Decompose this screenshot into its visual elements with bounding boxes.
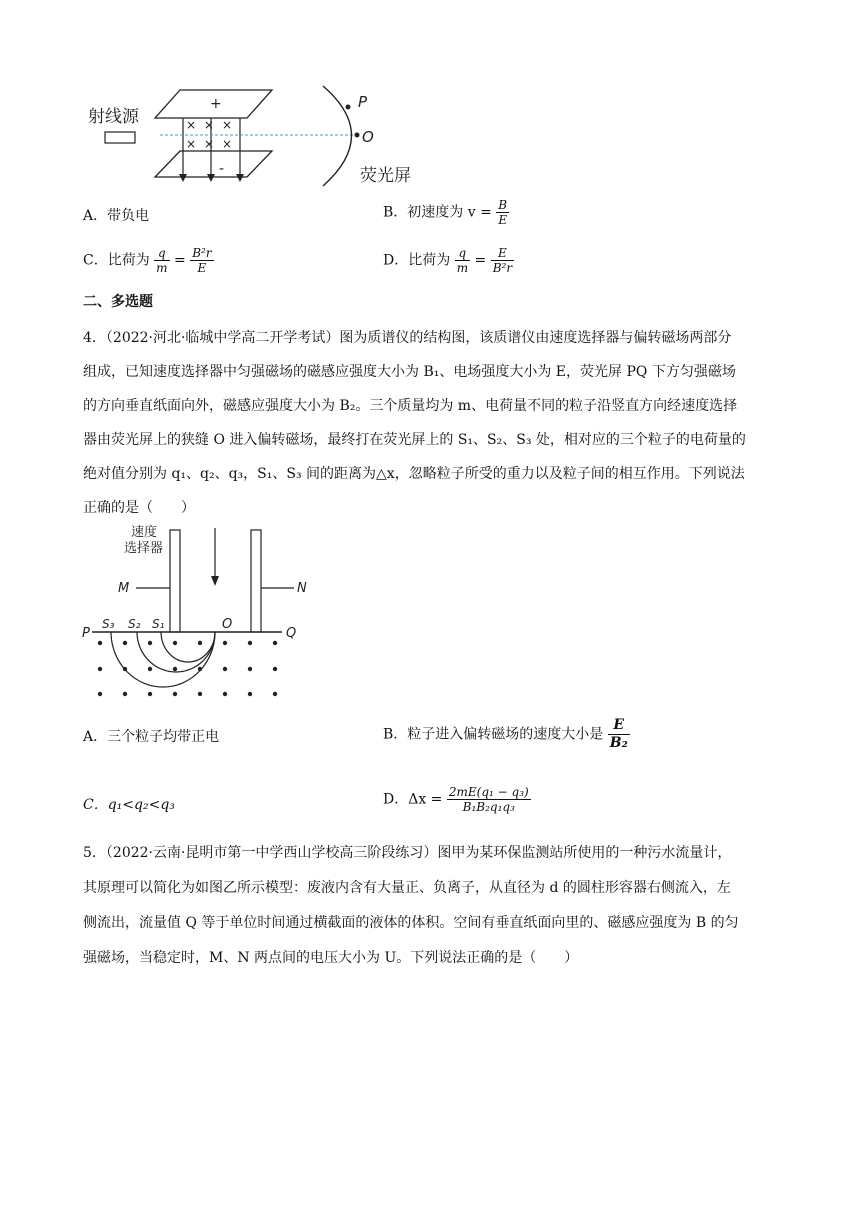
- q4-line: 器由荧光屏上的狭缝 O 进入偏转磁场，最终打在荧光屏上的 S₁、S₂、S₃ 处，相对应的三个粒子的电荷量的: [83, 432, 746, 448]
- q3-option-d-fraction: [491, 246, 514, 275]
- selector-left-plate: [170, 530, 180, 632]
- s2-label: S₂: [128, 617, 141, 631]
- fraction-denominator: m: [456, 261, 469, 275]
- o-label: O: [222, 617, 233, 632]
- q4-stem: [83, 321, 783, 525]
- fraction-numerator: E: [608, 717, 630, 735]
- point-o: [355, 133, 360, 138]
- svg-text:×: ×: [186, 118, 197, 132]
- q-label: Q: [286, 626, 297, 641]
- q3-option-d: [383, 246, 514, 275]
- q3-option-d-qm: [455, 246, 470, 275]
- svg-text:×: ×: [204, 118, 215, 132]
- fraction-numerator: q: [455, 246, 470, 261]
- equals-sign: =: [474, 252, 487, 269]
- q3-option-b-prefix: B．初速度为 v =: [383, 204, 492, 221]
- screen-label: 荧光屏: [360, 166, 411, 186]
- q3-option-b-fraction: [496, 198, 509, 227]
- q4-line: 的方向垂直纸面向外，磁感应强度大小为 B₂。三个质量均为 m、电荷量不同的粒子沿竖直方向经速度选择: [83, 398, 738, 414]
- q3-option-c-qm: [154, 246, 169, 275]
- bottom-plate: [155, 151, 272, 177]
- q3-option-d-prefix: D．比荷为: [383, 252, 451, 269]
- trajectory-s1: [161, 632, 215, 662]
- q3-option-b: [383, 198, 509, 227]
- equals-sign: =: [174, 252, 186, 269]
- m-label: M: [118, 581, 130, 596]
- fraction-numerator: B²r: [192, 246, 212, 260]
- velocity-selector-figure: [80, 80, 440, 192]
- q4-line: 4．（2022·河北·临城中学高二开学考试）图为质谱仪的结构图，该质谱仪由速度选择器与偏转磁场两部分: [83, 330, 732, 346]
- q4-line: 绝对值分别为 q₁、q₂、q₃，S₁、S₃ 间的距离为△x，忽略粒子所受的重力以及粒子间的相互作用。下列说法: [83, 466, 745, 482]
- fluorescent-screen: [323, 86, 352, 186]
- particle-direction-arrow: [211, 576, 219, 586]
- q5-line: 5．（2022·云南·昆明市第一中学西山学校高三阶段练习）图甲为某环保监测站所使用的一种污水流量计，: [83, 845, 732, 861]
- fraction-denominator: m: [156, 261, 168, 275]
- q5-line: 强磁场，当稳定时，M、N 两点间的电压大小为 U。下列说法正确的是（ ）: [83, 950, 579, 966]
- q5-stem: [83, 836, 783, 976]
- selector-label-2: 选择器: [124, 541, 164, 556]
- svg-text:×: ×: [186, 137, 197, 151]
- svg-text:×: ×: [222, 137, 233, 151]
- fraction-numerator: 2mE(q₁ − q₃): [448, 785, 529, 799]
- q3-option-a: A．带负电: [83, 208, 150, 224]
- q4-option-d: [383, 785, 531, 814]
- q4-option-d-prefix: D．Δx =: [383, 791, 443, 808]
- q5-line: 侧流出，流量值 Q 等于单位时间通过横截面的液体的体积。空间有垂直纸面向里的、磁感应强度为 B 的匀: [83, 915, 739, 931]
- q3-option-c-prefix: C．比荷为: [83, 252, 150, 269]
- fraction-denominator: B²r: [492, 261, 513, 275]
- source-label: 射线源: [88, 107, 139, 127]
- section-title: 二、多选题: [83, 294, 153, 310]
- s3-label: S₃: [102, 617, 115, 631]
- q3-option-c: [83, 246, 214, 275]
- n-label: N: [297, 581, 307, 596]
- fraction-denominator: E: [498, 213, 508, 227]
- point-p: [346, 105, 351, 110]
- fraction-numerator: E: [491, 246, 514, 261]
- q4-option-b-prefix: B．粒子进入偏转磁场的速度大小是: [383, 726, 604, 743]
- mass-spectrometer-figure: [80, 520, 320, 705]
- minus-sign: -: [219, 161, 225, 177]
- o-label: O: [362, 128, 374, 146]
- q4-option-b: [383, 717, 630, 752]
- fraction-denominator: B₂: [609, 735, 628, 751]
- fraction-numerator: q: [154, 246, 169, 261]
- q4-option-b-fraction: [608, 717, 630, 752]
- selector-label-1: 速度: [131, 525, 158, 540]
- q4-line: 正确的是（ ）: [83, 500, 195, 516]
- fraction-numerator: B: [498, 198, 508, 212]
- q4-option-c: C．q₁<q₂<q₃: [83, 797, 175, 813]
- magnetic-field-dots: [98, 641, 277, 696]
- s1-label: S₁: [152, 617, 165, 631]
- selector-right-plate: [251, 530, 261, 632]
- source-box: [105, 132, 135, 143]
- p-label: P: [82, 626, 90, 641]
- q4-option-d-fraction: [447, 785, 531, 814]
- q5-line: 其原理可以简化为如图乙所示模型：废液内含有大量正、负离子，从直径为 d 的圆柱形容器右侧流入，左: [83, 880, 731, 896]
- svg-text:×: ×: [222, 118, 233, 132]
- p-label: P: [358, 93, 368, 111]
- fraction-denominator: B₁B₂q₁q₃: [462, 800, 515, 814]
- plus-sign: +: [210, 96, 222, 112]
- svg-text:×: ×: [204, 137, 215, 151]
- q4-line: 组成，已知速度选择器中匀强磁场的磁感应强度大小为 B₁、电场强度大小为 E，荧光屏 PQ 下方匀强磁场: [83, 364, 736, 380]
- q3-option-c-fraction: [190, 246, 213, 275]
- q4-option-a: A．三个粒子均带正电: [83, 729, 220, 745]
- fraction-denominator: E: [197, 261, 207, 275]
